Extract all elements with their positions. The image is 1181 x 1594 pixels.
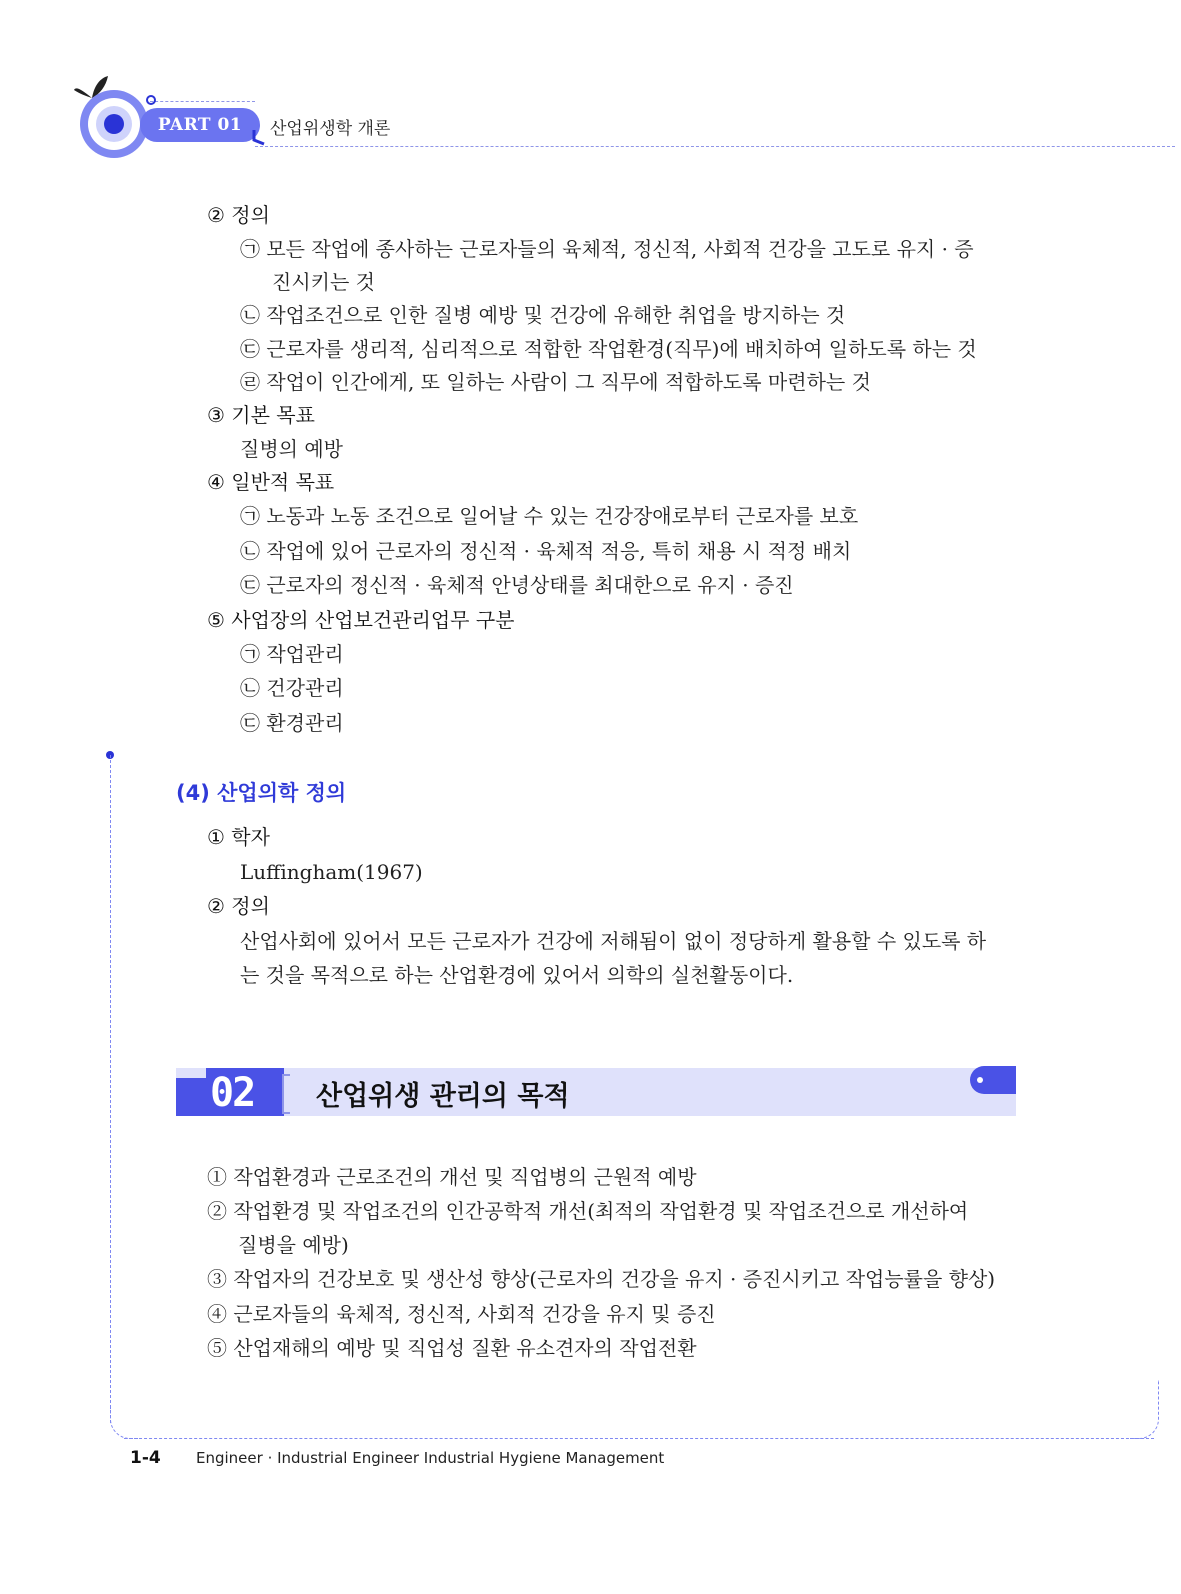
section-title: 산업위생 관리의 목적 [316,1081,570,1112]
heading-basic-goal: ③ 기본 목표 [207,403,315,427]
frame-border-left [110,755,111,1423]
heading-general-goal: ④ 일반적 목표 [207,470,335,494]
purpose-item-4: ④ 근로자들의 육체적, 정신적, 사회적 건강을 유지 및 증진 [207,1302,716,1326]
definition-item-1-cont: 진시키는 것 [272,270,375,294]
definition-body-line-1: 산업사회에 있어서 모든 근로자가 건강에 저해됨이 없이 정당하게 활용할 수 있도록 하 [240,929,987,953]
heading-definition-2: ② 정의 [207,894,270,918]
management-item-1: ㉠ 작업관리 [240,642,344,666]
chapter-title: 산업위생학 개론 [270,119,391,139]
frame-corner-right [1130,1380,1159,1439]
definition-body-line-2: 는 것을 목적으로 하는 산업환경에 있어서 의학의 실천활동이다. [240,963,794,987]
purpose-item-1: ① 작업환경과 근로조건의 개선 및 직업병의 근원적 예방 [207,1165,697,1189]
purpose-item-2-cont: 질병을 예방) [238,1233,349,1257]
section-number-notch [176,1068,206,1078]
small-circle-icon [145,94,157,106]
subsection-title: (4) 산업의학 정의 [176,781,347,805]
heading-definition: ② 정의 [207,203,270,227]
page-number: 1-4 [130,1448,161,1468]
management-item-2: ㉡ 건강관리 [240,676,344,700]
header-divider-top [150,101,255,102]
frame-corner-left [110,1408,141,1439]
scholar-name: Luffingham(1967) [240,860,423,884]
frame-border-bottom [124,1438,1154,1439]
logo-core-dot [104,114,124,134]
basic-goal-text: 질병의 예방 [240,437,343,461]
part-badge: PART 01 [140,108,260,142]
purpose-item-3: ③ 작업자의 건강보호 및 생산성 향상(근로자의 건강을 유지 · 증진시키고 작업능률을 향상) [207,1267,996,1291]
section-bar [176,1068,1016,1116]
definition-item-3: ㉢ 근로자를 생리적, 심리적으로 적합한 작업환경(직무)에 배치하여 일하도록 하는 것 [240,337,977,361]
general-goal-1: ㉠ 노동과 노동 조건으로 일어날 수 있는 건강장애로부터 근로자를 보호 [240,504,859,528]
management-item-3: ㉢ 환경관리 [240,711,344,735]
definition-item-4: ㉣ 작업이 인간에게, 또 일하는 사람이 그 직무에 적합하도록 마련하는 것 [240,370,871,394]
bracket-tick-icon [252,128,266,146]
section-number: 02 [210,1070,255,1116]
header-divider [255,146,1175,147]
definition-item-1: ㉠ 모든 작업에 종사하는 근로자들의 육체적, 정신적, 사회적 건강을 고도로 유지 · 증 [240,237,974,261]
section-tab-dot [977,1077,983,1083]
footer-book-title: Engineer · Industrial Engineer Industrial Hygiene Management [196,1449,665,1467]
general-goal-2: ㉡ 작업에 있어 근로자의 정신적 · 육체적 적응, 특히 채용 시 적정 배치 [240,539,852,563]
general-goal-3: ㉢ 근로자의 정신적 · 육체적 안녕상태를 최대한으로 유지 · 증진 [240,573,794,597]
purpose-item-2: ② 작업환경 및 작업조건의 인간공학적 개선(최적의 작업환경 및 작업조건으로 개선하여 [207,1199,969,1223]
section-bracket [282,1074,290,1114]
purpose-item-5: ⑤ 산업재해의 예방 및 직업성 질환 유소견자의 작업전환 [207,1336,697,1360]
heading-scholar: ① 학자 [207,825,270,849]
heading-management-division: ⑤ 사업장의 산업보건관리업무 구분 [207,608,515,632]
definition-item-2: ㉡ 작업조건으로 인한 질병 예방 및 건강에 유해한 취업을 방지하는 것 [240,303,846,327]
